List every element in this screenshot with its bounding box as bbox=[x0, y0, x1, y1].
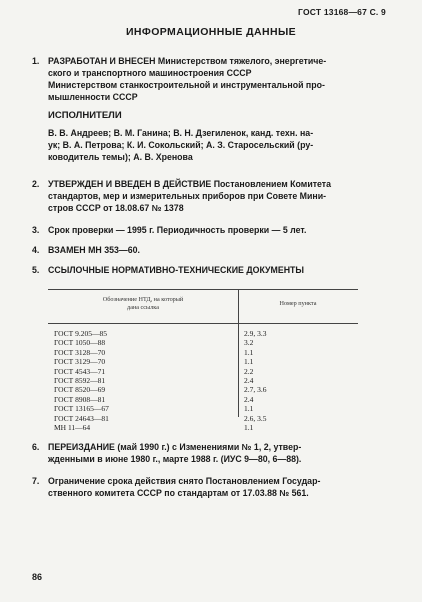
cell-clause: 1.1 bbox=[244, 347, 254, 357]
table-body bbox=[48, 329, 358, 432]
cell-clause: 1.1 bbox=[244, 422, 254, 432]
section-number: 5. bbox=[32, 265, 40, 275]
cell-clause: 1.1 bbox=[244, 357, 254, 367]
section-6 bbox=[34, 441, 388, 465]
executors-heading: ИСПОЛНИТЕЛИ bbox=[48, 110, 122, 121]
table-row bbox=[48, 404, 358, 413]
section-line: Ограничение срока действия снято Постановлением Государ- bbox=[48, 476, 321, 486]
cell-document: ГОСТ 3129—70 bbox=[54, 357, 106, 367]
column-header-line: дана ссылка bbox=[127, 304, 159, 311]
cell-document: ГОСТ 4543—71 bbox=[54, 366, 106, 376]
section-line: ПЕРЕИЗДАНИЕ (май 1990 г.) с Изменениями № 1, 2, утвер- bbox=[48, 442, 302, 452]
cell-clause: 2.7, 3.6 bbox=[244, 385, 267, 395]
page-title: ИНФОРМАЦИОННЫЕ ДАННЫЕ bbox=[125, 26, 297, 38]
cell-clause: 2.4 bbox=[244, 394, 254, 404]
column-header-clause: Номер пункта bbox=[279, 300, 317, 307]
references-table bbox=[48, 289, 358, 431]
section-5 bbox=[34, 264, 388, 276]
section-line: ственного комитета СССР по стандартам от 17.03.88 № 561. bbox=[48, 488, 309, 498]
section-4 bbox=[34, 244, 388, 256]
table-row bbox=[48, 338, 358, 347]
table-header-rule bbox=[48, 323, 358, 324]
section-number: 1. bbox=[32, 56, 40, 66]
section-line: стров СССР от 18.08.67 № 1378 bbox=[48, 203, 184, 213]
cell-document: ГОСТ 9.205—85 bbox=[54, 329, 107, 338]
cell-clause: 1.1 bbox=[244, 404, 254, 414]
cell-clause: 2.4 bbox=[244, 375, 254, 385]
column-header-document bbox=[48, 296, 238, 312]
table-row bbox=[48, 357, 358, 366]
section-text: Срок проверки — 1995 г. Периодичность проверки — 5 лет. bbox=[48, 225, 307, 235]
executors-line: В. В. Андреев; В. М. Ганина; В. Н. Дзегиленок, канд. техн. на- bbox=[48, 128, 314, 138]
section-text: ВЗАМЕН МН 353—60. bbox=[48, 245, 140, 255]
executors-line: ководитель темы); А. В. Хренова bbox=[48, 152, 193, 162]
cell-clause: 2.6, 3.5 bbox=[244, 413, 267, 423]
section-number: 3. bbox=[32, 225, 40, 235]
section-7 bbox=[34, 475, 388, 499]
table-row bbox=[48, 395, 358, 404]
section-line: стандартов, мер и измерительных приборов при Совете Мини- bbox=[48, 191, 327, 201]
cell-document: ГОСТ 8520—69 bbox=[54, 385, 106, 395]
section-number: 2. bbox=[32, 179, 40, 189]
page-number: 86 bbox=[32, 572, 43, 582]
cell-document: МН 11—64 bbox=[54, 422, 91, 432]
section-number: 7. bbox=[32, 476, 40, 486]
section-line: мышленности СССР bbox=[48, 92, 138, 102]
table-row bbox=[48, 348, 358, 357]
cell-document: ГОСТ 8592—81 bbox=[54, 375, 106, 385]
executors-line: ук; В. А. Петрова; К. И. Сокольский; А. З. Старосельский (ру- bbox=[48, 140, 314, 150]
cell-clause: 2.9, 3.3 bbox=[244, 329, 267, 338]
table-row bbox=[48, 414, 358, 423]
section-number: 6. bbox=[32, 442, 40, 452]
cell-document: ГОСТ 13165—67 bbox=[54, 404, 109, 414]
section-text: ССЫЛОЧНЫЕ НОРМАТИВНО-ТЕХНИЧЕСКИЕ ДОКУМЕНТЫ bbox=[48, 265, 305, 275]
section-3 bbox=[34, 224, 388, 236]
cell-document: ГОСТ 1050—88 bbox=[54, 338, 106, 348]
cell-clause: 3.2 bbox=[244, 338, 254, 348]
section-2 bbox=[34, 178, 388, 214]
cell-clause: 2.2 bbox=[244, 366, 254, 376]
table-row bbox=[48, 329, 358, 338]
section-line: РАЗРАБОТАН И ВНЕСЕН Министерством тяжелого, энергетиче- bbox=[48, 56, 327, 66]
section-line: ского и транспортного машиностроения СССР bbox=[48, 68, 252, 78]
standard-reference: ГОСТ 13168—67 С. 9 bbox=[298, 7, 386, 17]
table-row bbox=[48, 376, 358, 385]
table-row bbox=[48, 367, 358, 376]
executors-list bbox=[48, 127, 388, 163]
table-top-rule bbox=[48, 289, 358, 290]
cell-document: ГОСТ 3128—70 bbox=[54, 347, 106, 357]
section-line: жденными в июне 1980 г., марте 1988 г. (ИУС 9—80, 6—88). bbox=[48, 454, 302, 464]
section-line: Министерством станкостроительной и инструментальной про- bbox=[48, 80, 325, 90]
table-row bbox=[48, 423, 358, 432]
section-line: УТВЕРЖДЕН И ВВЕДЕН В ДЕЙСТВИЕ Постановлением Комитета bbox=[48, 179, 332, 189]
cell-document: ГОСТ 8908—81 bbox=[54, 394, 106, 404]
section-number: 4. bbox=[32, 245, 40, 255]
column-header-line: Обозначение НТД, на который bbox=[102, 296, 184, 303]
table-row bbox=[48, 385, 358, 394]
section-1 bbox=[34, 55, 388, 103]
cell-document: ГОСТ 24643—81 bbox=[54, 413, 109, 423]
